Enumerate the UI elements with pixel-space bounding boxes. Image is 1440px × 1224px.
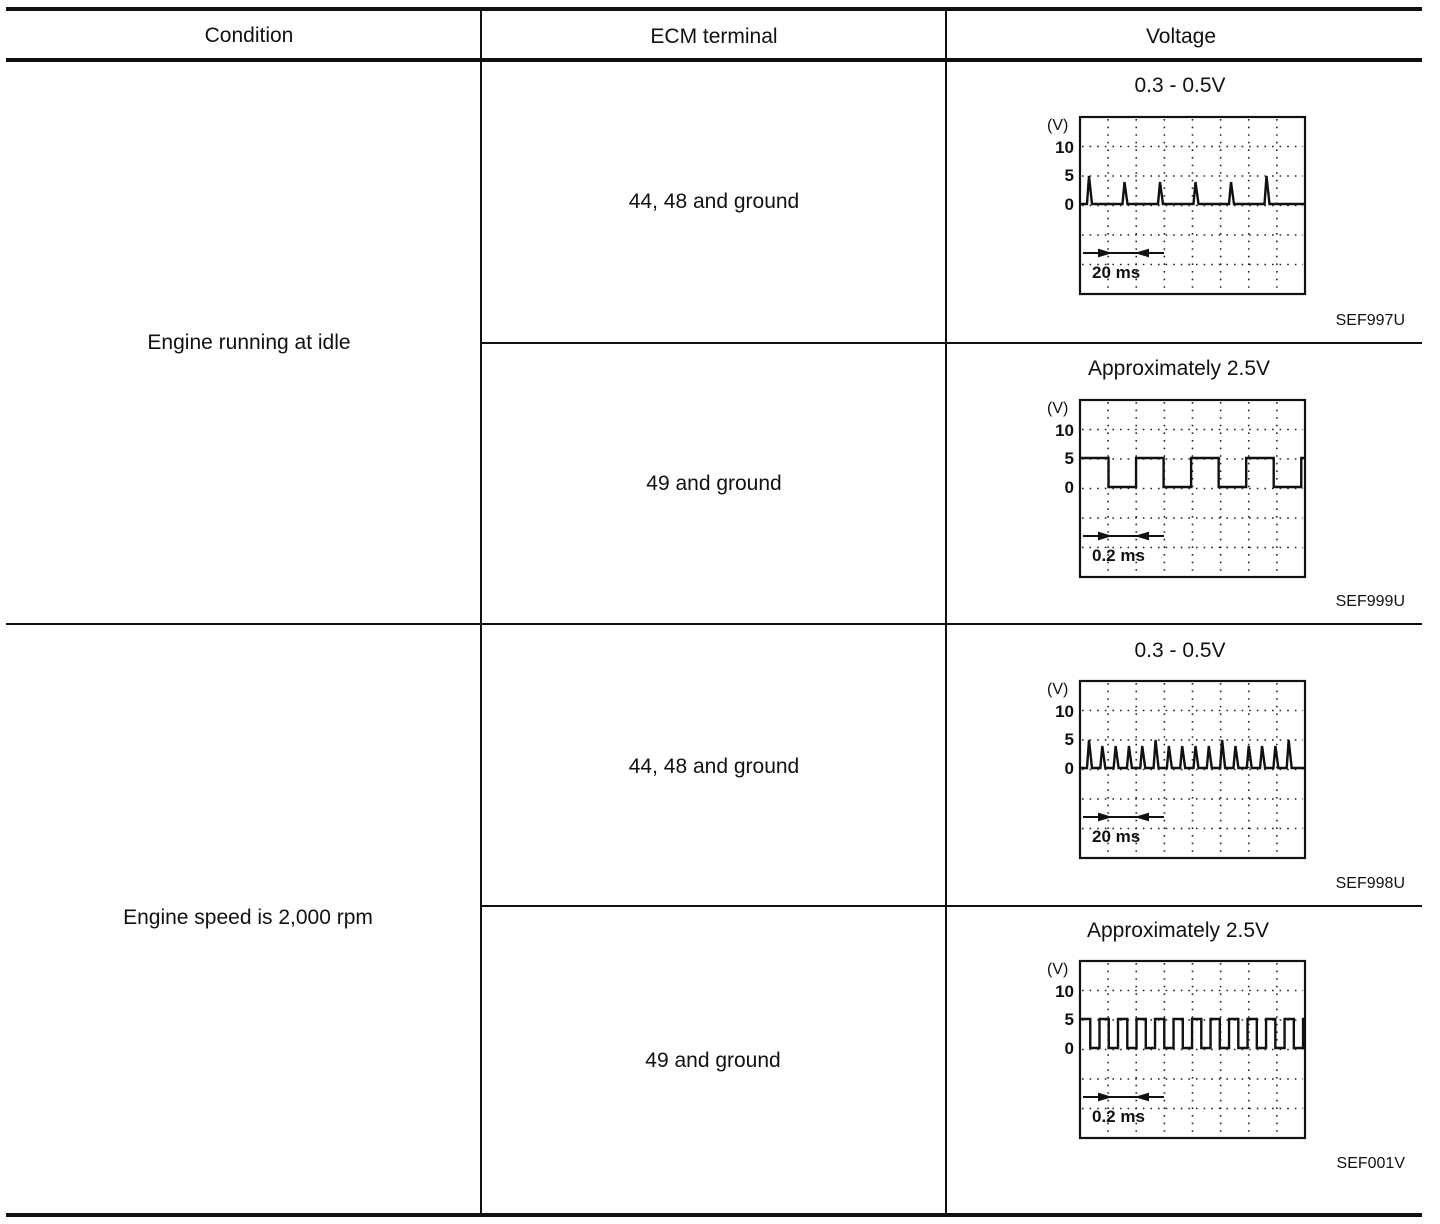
figure-code: SEF001V — [1336, 1155, 1405, 1172]
time-scale-label: 0.2 ms — [1092, 1107, 1145, 1126]
y-tick-label: 10 — [1055, 421, 1074, 440]
figure-code: SEF998U — [1335, 875, 1405, 892]
condition-idle: Engine running at idle — [147, 331, 351, 354]
header-condition: Condition — [204, 24, 294, 47]
axis-unit-label: (V) — [1047, 681, 1069, 698]
terminal-cell: 49 and ground — [646, 472, 782, 495]
condition-2000rpm: Engine speed is 2,000 rpm — [123, 906, 373, 929]
y-tick-label: 10 — [1055, 138, 1074, 157]
terminal-cell: 44, 48 and ground — [628, 755, 800, 778]
y-tick-label: 0 — [1064, 759, 1074, 778]
y-tick-label: 5 — [1064, 166, 1074, 185]
oscilloscope-plot — [1047, 117, 1305, 294]
axis-unit-label: (V) — [1047, 400, 1069, 417]
voltage-label: 0.3 - 0.5V — [1134, 74, 1226, 97]
y-tick-label: 0 — [1064, 1039, 1074, 1058]
terminal-cell: 49 and ground — [645, 1049, 781, 1072]
oscilloscope-plot — [1047, 961, 1305, 1138]
y-tick-label: 5 — [1064, 449, 1074, 468]
time-scale-label: 0.2 ms — [1092, 546, 1145, 565]
oscilloscope-plot — [1047, 681, 1305, 858]
terminal-cell: 44, 48 and ground — [628, 190, 800, 213]
voltage-label: Approximately 2.5V — [1086, 919, 1270, 942]
y-tick-label: 10 — [1055, 982, 1074, 1001]
y-tick-label: 10 — [1055, 702, 1074, 721]
voltage-label: 0.3 - 0.5V — [1134, 639, 1226, 662]
time-scale-label: 20 ms — [1092, 827, 1141, 846]
voltage-label: Approximately 2.5V — [1087, 357, 1271, 380]
y-tick-label: 0 — [1064, 195, 1074, 214]
figure-code: SEF999U — [1335, 593, 1405, 610]
y-tick-label: 0 — [1064, 478, 1074, 497]
axis-unit-label: (V) — [1047, 961, 1069, 978]
header-ecm-terminal: ECM terminal — [650, 25, 778, 48]
oscilloscope-plot — [1047, 400, 1305, 577]
y-tick-label: 5 — [1064, 730, 1074, 749]
axis-unit-label: (V) — [1047, 117, 1069, 134]
figure-code: SEF997U — [1335, 312, 1405, 329]
y-tick-label: 5 — [1064, 1010, 1074, 1029]
header-voltage: Voltage — [1145, 25, 1217, 48]
time-scale-label: 20 ms — [1092, 263, 1141, 282]
